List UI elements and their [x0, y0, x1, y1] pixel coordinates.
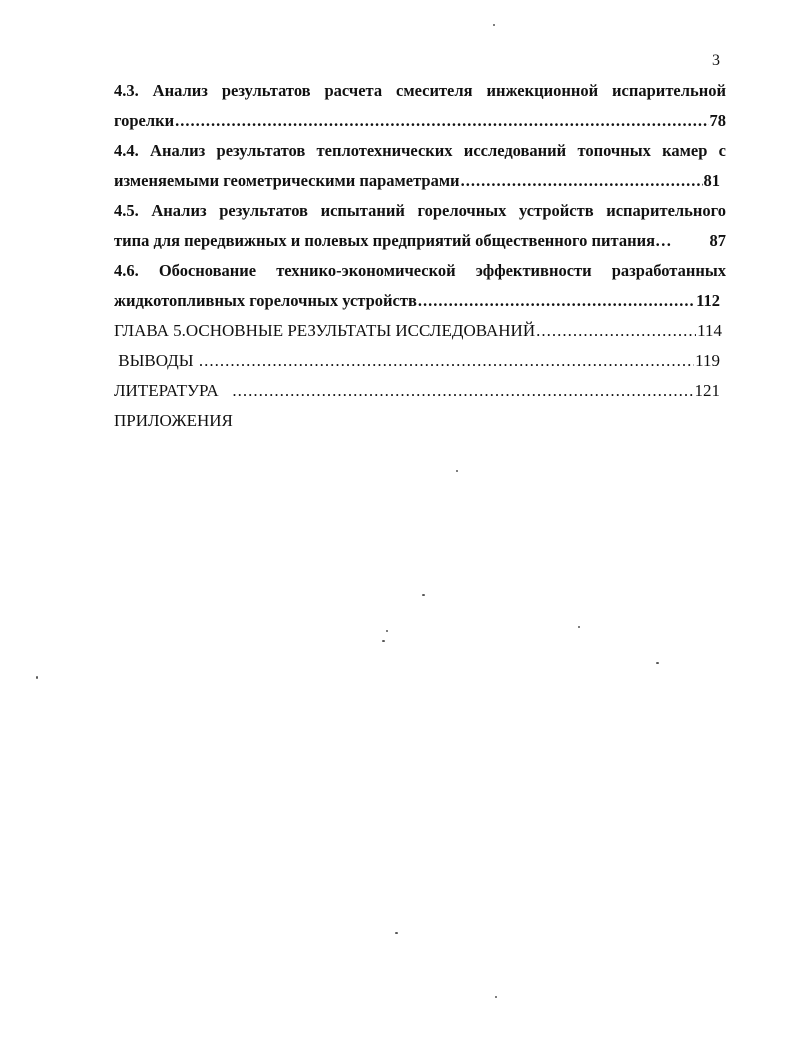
toc-entry-conclusions-page: 119: [695, 351, 720, 370]
toc-entry-appendices-title: ПРИЛОЖЕНИЯ: [114, 411, 233, 430]
toc-entry-4-4-title-cont: изменяемыми геометрическими параметрами: [114, 171, 460, 190]
scan-speck: [386, 630, 388, 632]
toc-entry-4-5-title: 4.5. Анализ результатов испытаний горелочных устройств испарительного: [114, 201, 726, 220]
toc-entry-4-3-page: 78: [709, 111, 726, 130]
toc-entry-4-5-title-cont: типа для передвижных и полевых предприятий общественного питания…: [114, 231, 672, 250]
toc-entry-chapter-5-page: 114: [697, 321, 722, 340]
toc-entry-chapter-5-title: ГЛАВА 5.ОСНОВНЫЕ РЕЗУЛЬТАТЫ ИССЛЕДОВАНИЙ: [114, 321, 536, 340]
toc-entry-chapter-5: [114, 316, 726, 346]
toc-entry-4-4-page: 81: [703, 171, 720, 190]
page-number: 3: [712, 52, 720, 69]
toc-entry-4-6-line: [114, 286, 720, 316]
scan-speck: [395, 932, 398, 934]
scan-speck: [456, 470, 458, 472]
toc-entry-4-6-page: 112: [696, 291, 720, 310]
scan-speck: [36, 676, 38, 679]
toc-entry-4-3-title-cont: горелки: [114, 111, 175, 130]
table-of-contents: [114, 76, 726, 436]
toc-entry-literature-page: 121: [694, 381, 720, 400]
toc-entry-chapter-5-line: [114, 316, 722, 346]
toc-entry-4-6: [114, 256, 726, 316]
dot-leader: [461, 166, 703, 196]
toc-entry-literature-title: ЛИТЕРАТУРА: [114, 381, 232, 400]
toc-entry-conclusions: [114, 346, 726, 376]
toc-entry-4-3: [114, 76, 726, 136]
toc-entry-appendices: [114, 406, 726, 436]
toc-entry-4-4: [114, 136, 726, 196]
toc-entry-4-3-title: 4.3. Анализ результатов расчета смесителя инжекционной испарительной: [114, 81, 726, 100]
dot-leader: [199, 346, 694, 376]
scan-speck: [382, 640, 385, 642]
toc-entry-4-3-line: [114, 106, 726, 136]
scan-speck: [495, 996, 497, 998]
toc-entry-4-4-line: [114, 166, 720, 196]
toc-entry-4-6-title: 4.6. Обоснование технико-экономической эффективности разработанных: [114, 261, 726, 280]
scan-speck: [656, 662, 659, 664]
toc-entry-4-4-title: 4.4. Анализ результатов теплотехнических исследований топочных камер с: [114, 141, 726, 160]
toc-entry-literature: [114, 376, 726, 406]
dot-leader: [175, 106, 708, 136]
toc-entry-conclusions-line: [114, 346, 720, 376]
toc-entry-4-5: [114, 196, 726, 256]
scan-speck: [493, 24, 495, 26]
toc-entry-literature-line: [114, 376, 720, 406]
scan-speck: [422, 594, 425, 596]
toc-entry-4-5-page: 87: [709, 231, 726, 250]
dot-leader: [536, 316, 696, 346]
dot-leader: [232, 376, 693, 406]
toc-entry-conclusions-title: ВЫВОДЫ: [114, 351, 198, 370]
toc-entry-4-5-line: [114, 226, 726, 256]
toc-entry-4-6-title-cont: жидкотопливных горелочных устройств: [114, 291, 417, 310]
dot-leader: [418, 286, 695, 316]
scan-speck: [578, 626, 580, 628]
